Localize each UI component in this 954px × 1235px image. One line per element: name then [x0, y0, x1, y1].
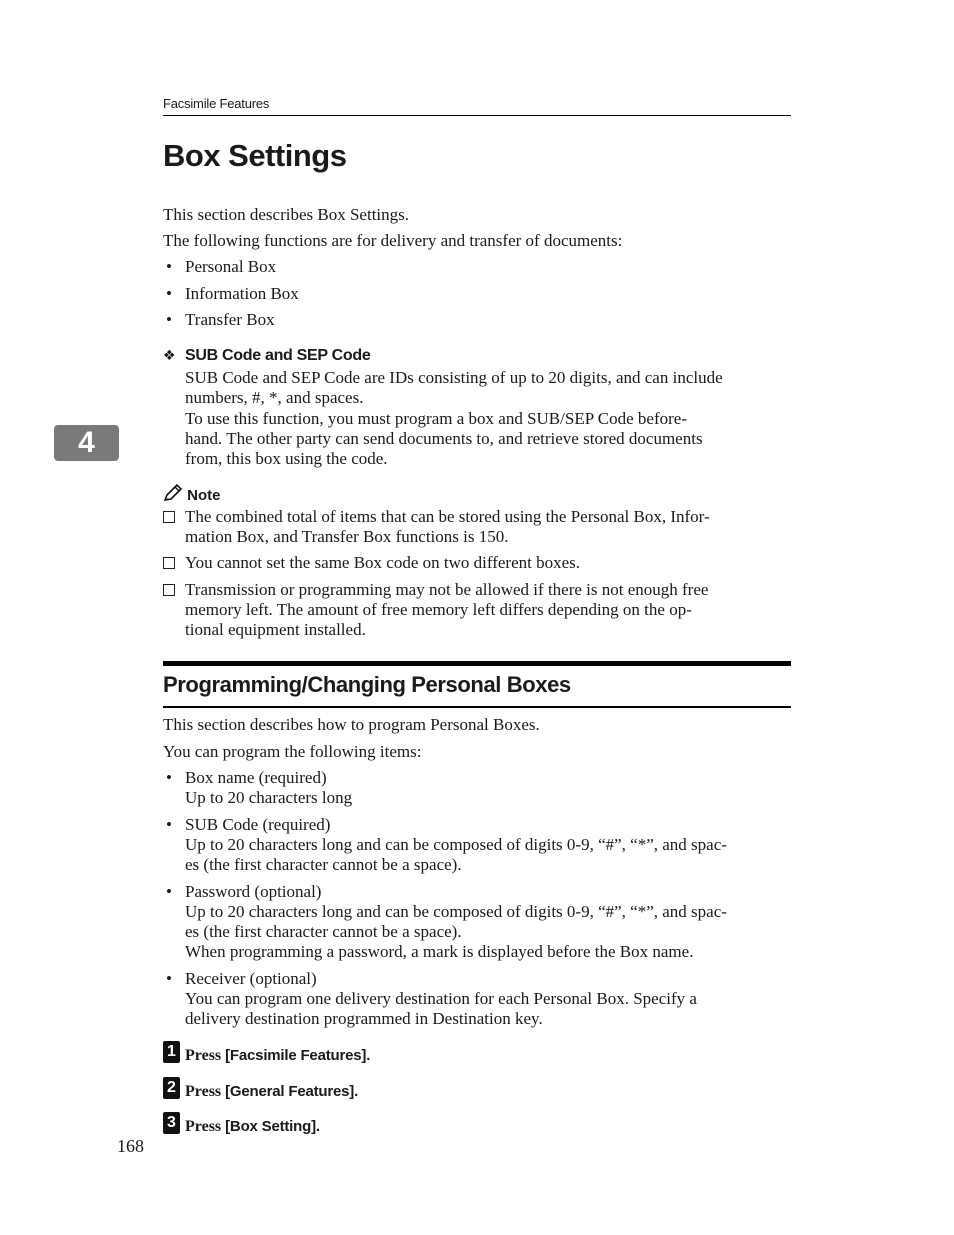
note-item-text: memory left. The amount of free memory left differs depending on the op- [185, 600, 692, 619]
list-item-text: SUB Code (required) [185, 815, 331, 834]
list-item-text: When programming a password, a mark is displayed before the Box name. [185, 942, 694, 961]
step-key-label: [General Features]. [225, 1083, 359, 1100]
step-3 [163, 1112, 791, 1136]
diamond-icon: ❖ [163, 347, 176, 363]
sub-code-body: hand. The other party can send documents to, and retrieve stored documents [185, 429, 703, 448]
list-item [163, 882, 791, 962]
bullet: • [166, 310, 172, 329]
step-key-label: [Box Setting]. [225, 1118, 320, 1135]
header-rule [163, 115, 791, 116]
list-item-text: You can program one delivery destination for each Personal Box. Specify a [185, 989, 697, 1008]
running-header: Facsimile Features [163, 96, 270, 111]
bullet: • [166, 815, 172, 834]
step-verb: Press [185, 1083, 222, 1100]
note-item-text: tional equipment installed. [185, 620, 366, 639]
list-item-text: Personal Box [185, 257, 277, 276]
intro-text: The following functions are for delivery and transfer of documents: [163, 231, 623, 250]
step-1 [163, 1041, 791, 1065]
list-item-text: Password (optional) [185, 882, 322, 901]
bullet: • [166, 284, 172, 303]
chapter-tab: 4 [54, 425, 119, 461]
page-number: 168 [117, 1136, 144, 1156]
list-item [163, 768, 791, 808]
list-item [163, 815, 791, 875]
sub-code-body: To use this function, you must program a box and SUB/SEP Code before- [185, 409, 687, 428]
note-heading [163, 484, 221, 504]
step-2 [163, 1077, 791, 1101]
note-item [163, 580, 791, 640]
note-item [163, 553, 791, 573]
intro-text: This section describes Box Settings. [163, 205, 410, 224]
list-item-text: Up to 20 characters long [185, 788, 353, 807]
note-item-text: You cannot set the same Box code on two different boxes. [185, 553, 581, 572]
step-number: 1 [163, 1041, 180, 1063]
checkbox-square-icon [163, 557, 175, 569]
list-item-text: Receiver (optional) [185, 969, 317, 988]
step-verb: Press [185, 1118, 222, 1135]
checkbox-square-icon [163, 511, 175, 523]
list-item [163, 969, 791, 1029]
list-item-text: delivery destination programmed in Destination key. [185, 1009, 543, 1028]
list-item-text: Box name (required) [185, 768, 327, 787]
sub-code-body: SUB Code and SEP Code are IDs consisting of up to 20 digits, and can include [185, 368, 723, 387]
sub-code-body: from, this box using the code. [185, 449, 388, 468]
pencil-icon [163, 484, 183, 502]
note-item-text: Transmission or programming may not be allowed if there is not enough free [185, 580, 709, 599]
list-item-text: Transfer Box [185, 310, 275, 329]
note-item-text: mation Box, and Transfer Box functions is 150. [185, 527, 509, 546]
list-item-text: Information Box [185, 284, 299, 303]
list-item-text: Up to 20 characters long and can be composed of digits 0-9, “#”, “*”, and spac- [185, 835, 727, 854]
step-verb: Press [185, 1047, 222, 1064]
note-heading-text: Note [187, 487, 221, 504]
sub-code-body: numbers, #, *, and spaces. [185, 388, 364, 407]
note-item [163, 507, 791, 547]
section-rule [163, 706, 791, 708]
note-item-text: The combined total of items that can be stored using the Personal Box, Infor- [185, 507, 710, 526]
sub-code-heading-text: SUB Code and SEP Code [185, 347, 371, 364]
checkbox-square-icon [163, 584, 175, 596]
list-item-text: es (the first character cannot be a space). [185, 922, 462, 941]
bullet: • [166, 882, 172, 901]
page-title: Box Settings [163, 138, 347, 173]
sub-code-heading [163, 347, 370, 365]
section-title: Programming/Changing Personal Boxes [163, 672, 571, 697]
bullet: • [166, 257, 172, 276]
step-key-label: [Facsimile Features]. [225, 1047, 371, 1064]
section-top-bar [163, 661, 791, 666]
step-number: 3 [163, 1112, 180, 1134]
step-number: 2 [163, 1077, 180, 1099]
bullet: • [166, 969, 172, 988]
list-item-text: Up to 20 characters long and can be composed of digits 0-9, “#”, “*”, and spac- [185, 902, 727, 921]
section-intro: You can program the following items: [163, 742, 422, 761]
section-intro: This section describes how to program Personal Boxes. [163, 715, 540, 734]
list-item-text: es (the first character cannot be a space). [185, 855, 462, 874]
bullet: • [166, 768, 172, 787]
